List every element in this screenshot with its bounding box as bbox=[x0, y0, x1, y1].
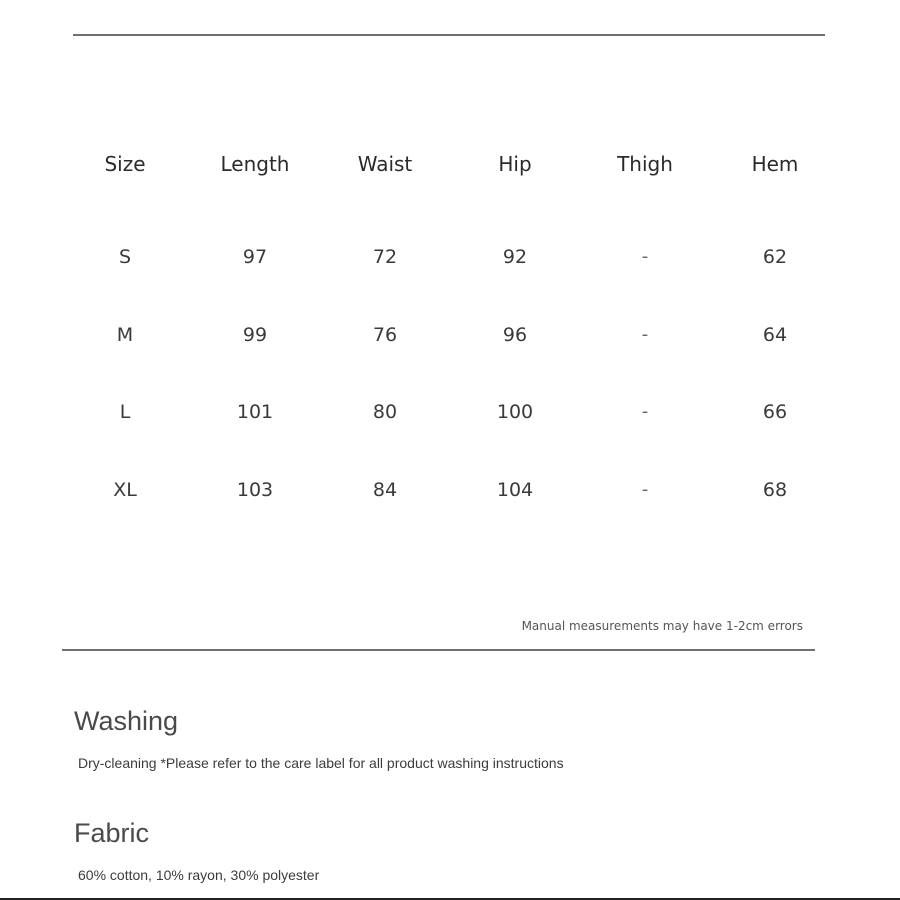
cell-hem: 64 bbox=[762, 324, 788, 346]
washing-title: Washing bbox=[74, 706, 179, 736]
cell-length: 103 bbox=[236, 479, 274, 501]
cell-hip: 96 bbox=[502, 324, 528, 346]
header-waist: Waist bbox=[357, 152, 413, 176]
top-divider bbox=[73, 34, 825, 36]
measurement-note: Manual measurements may have 1-2cm errors bbox=[521, 619, 803, 633]
cell-waist: 76 bbox=[372, 324, 398, 346]
fabric-composition: 60% cotton, 10% rayon, 30% polyester bbox=[78, 867, 320, 883]
cell-size: M bbox=[116, 324, 134, 346]
header-length: Length bbox=[220, 152, 290, 176]
cell-length: 99 bbox=[242, 324, 268, 346]
header-size: Size bbox=[104, 152, 146, 176]
cell-waist: 80 bbox=[372, 401, 398, 423]
cell-size: L bbox=[119, 401, 131, 423]
cell-thigh: - bbox=[641, 479, 649, 500]
cell-size: XL bbox=[113, 479, 137, 501]
middle-divider bbox=[62, 649, 815, 651]
cell-waist: 84 bbox=[372, 479, 398, 501]
cell-hem: 62 bbox=[762, 246, 788, 268]
header-hem: Hem bbox=[751, 152, 799, 176]
header-hip: Hip bbox=[498, 152, 532, 176]
cell-hem: 66 bbox=[762, 401, 788, 423]
fabric-title: Fabric bbox=[74, 818, 150, 848]
cell-hip: 100 bbox=[496, 401, 534, 423]
cell-hip: 92 bbox=[502, 246, 528, 268]
cell-hem: 68 bbox=[762, 479, 788, 501]
header-thigh: Thigh bbox=[617, 152, 673, 176]
cell-length: 97 bbox=[242, 246, 268, 268]
cell-waist: 72 bbox=[372, 246, 398, 268]
cell-thigh: - bbox=[641, 401, 649, 422]
cell-thigh: - bbox=[641, 324, 649, 345]
washing-instructions: Dry-cleaning *Please refer to the care label for all product washing instructions bbox=[78, 755, 564, 771]
cell-size: S bbox=[118, 246, 132, 268]
cell-thigh: - bbox=[641, 246, 649, 267]
cell-hip: 104 bbox=[496, 479, 534, 501]
cell-length: 101 bbox=[236, 401, 274, 423]
